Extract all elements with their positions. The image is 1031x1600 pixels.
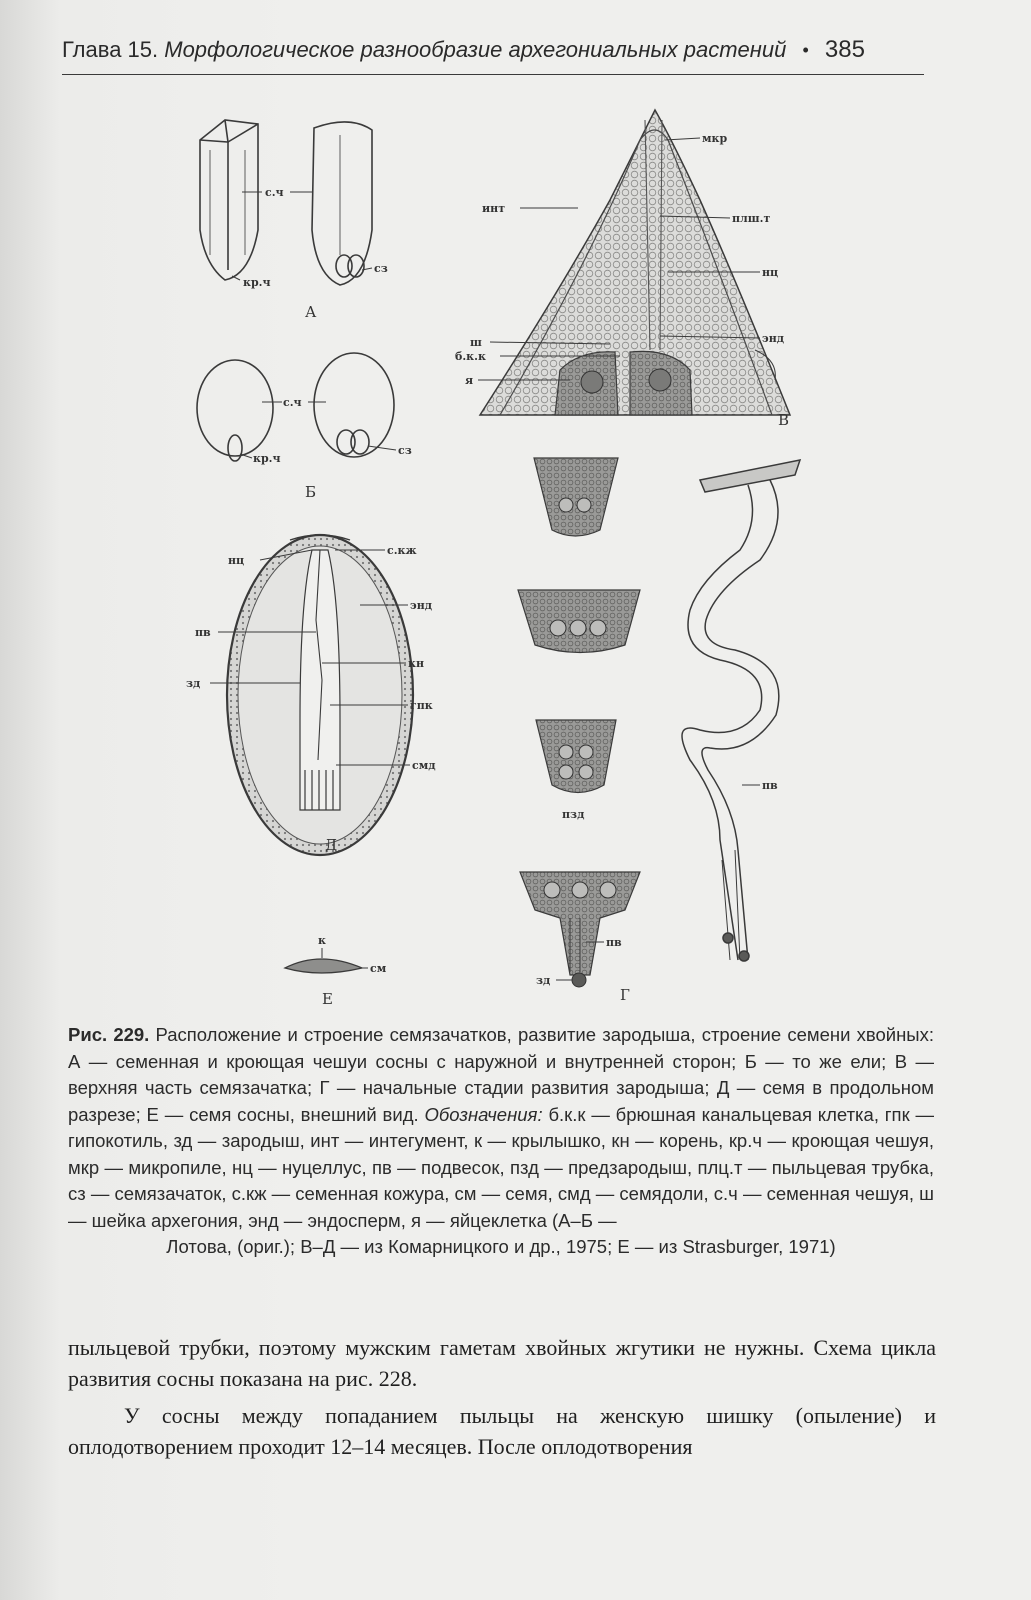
label-ya: я [465,374,474,387]
panel-label-e: Е [322,990,333,1008]
caption-text: Расположение и строение семязачатков, развитие зародыша, строение семени хвойных: А — семенная и кроющая чешуи сосны с наружной и внутренней сторон; Б — то же ели; В — верхняя часть семязачатка; Г — начальные стадии развития зародыша; Д — семя в продольном разрезе; Е — семя сосны, внешний вид. [68,1024,934,1125]
label-nts-d: нц [228,554,245,567]
panel-label-v: В [778,411,790,429]
label-pv-d: пв [195,626,211,639]
page-number: 385 [824,36,865,63]
chapter-number: Глава 15. [62,37,159,62]
label-kr-ch-a: кр.ч [243,276,271,289]
figure-caption [68,1022,934,1261]
panel-label-g: Г [620,986,630,1004]
panel-v-ovule [480,110,790,415]
chapter-title: Морфологическое разнообразие архегониальных растений [164,37,787,62]
label-bkk: б.к.к [455,350,486,363]
label-sh: ш [470,336,482,349]
panel-label-b: Б [305,483,317,501]
panel-g-stage-3 [536,720,616,793]
label-sz-a: сз [374,262,388,275]
caption-label: Рис. 229. [68,1024,150,1045]
label-kr-ch-b: кр.ч [253,452,281,465]
label-end-v: энд [762,332,785,345]
body-text [68,1332,936,1462]
caption-legend-label: Обозначения: [424,1103,543,1125]
label-mkr: мкр [702,132,728,145]
label-int: инт [482,202,506,215]
label-s-ch-a: с.ч [265,186,284,199]
header-bullet: • [802,40,809,60]
label-k: к [318,934,326,947]
panel-g-stage-1 [534,458,618,536]
body-paragraph-1: пыльцевой трубки, поэтому мужским гаметам хвойных жгутики не нужны. Схема цикла развития сосны показана на рис. 228. [68,1335,936,1391]
caption-source: Лотова, (ориг.); В–Д — из Комарницкого и др., 1975; Е — из Strasburger, 1971) [166,1236,836,1257]
body-paragraph-2: У сосны между попаданием пыльцы на женскую шишку (опыление) и оплодотворением проходит 12–14 месяцев. После оплодотворения [68,1403,936,1459]
label-pv-suspensor: пв [762,779,778,792]
panel-e-seed [285,948,368,973]
panel-g-stage-2 [518,590,640,653]
label-nts-v: нц [762,266,779,279]
panel-d-seed [227,535,413,855]
label-zd-d: зд [186,677,201,690]
running-header [62,34,924,75]
label-s-kzh: с.кж [387,544,417,557]
panel-a-leaders [232,192,372,280]
label-sm: см [370,962,387,975]
label-kn: кн [408,657,424,670]
label-zd-g: зд [536,974,551,987]
label-pv-g: пв [606,936,622,949]
panel-g-suspensor [682,460,800,961]
label-pzd: пзд [562,808,585,821]
label-smd: смд [412,759,436,772]
panel-label-a: А [305,303,317,321]
label-end-d: энд [410,599,433,612]
label-plsh-t: плш.т [732,212,771,225]
caption-legend: б.к.к — брюшная канальцевая клетка, гпк — гипокотиль, зд — зародыш, инт — интегумент, к — крылышко, кн — корень, кр.ч — кроющая чешуя, мкр — микропиле, нц — нуцеллус, пв — подвесок, пзд — предзародыш, плц.т — пыльцевая трубка, сз — семязачаток, с.кж — семенная кожура, см — семя, смд — семядоли, с.ч — семенная чешуя, ш — шейка архегония, энд — эндосперм, я — яйцеклетка (А–Б — [68,1103,935,1231]
label-gpk: гпк [410,699,433,712]
label-s-ch-b: с.ч [283,396,302,409]
panel-label-d: Д [325,836,338,854]
figure-229 [0,80,1031,1020]
panel-a-scales [200,120,372,285]
panel-g-stage-4 [520,872,640,987]
label-sz-b: сз [398,444,412,457]
